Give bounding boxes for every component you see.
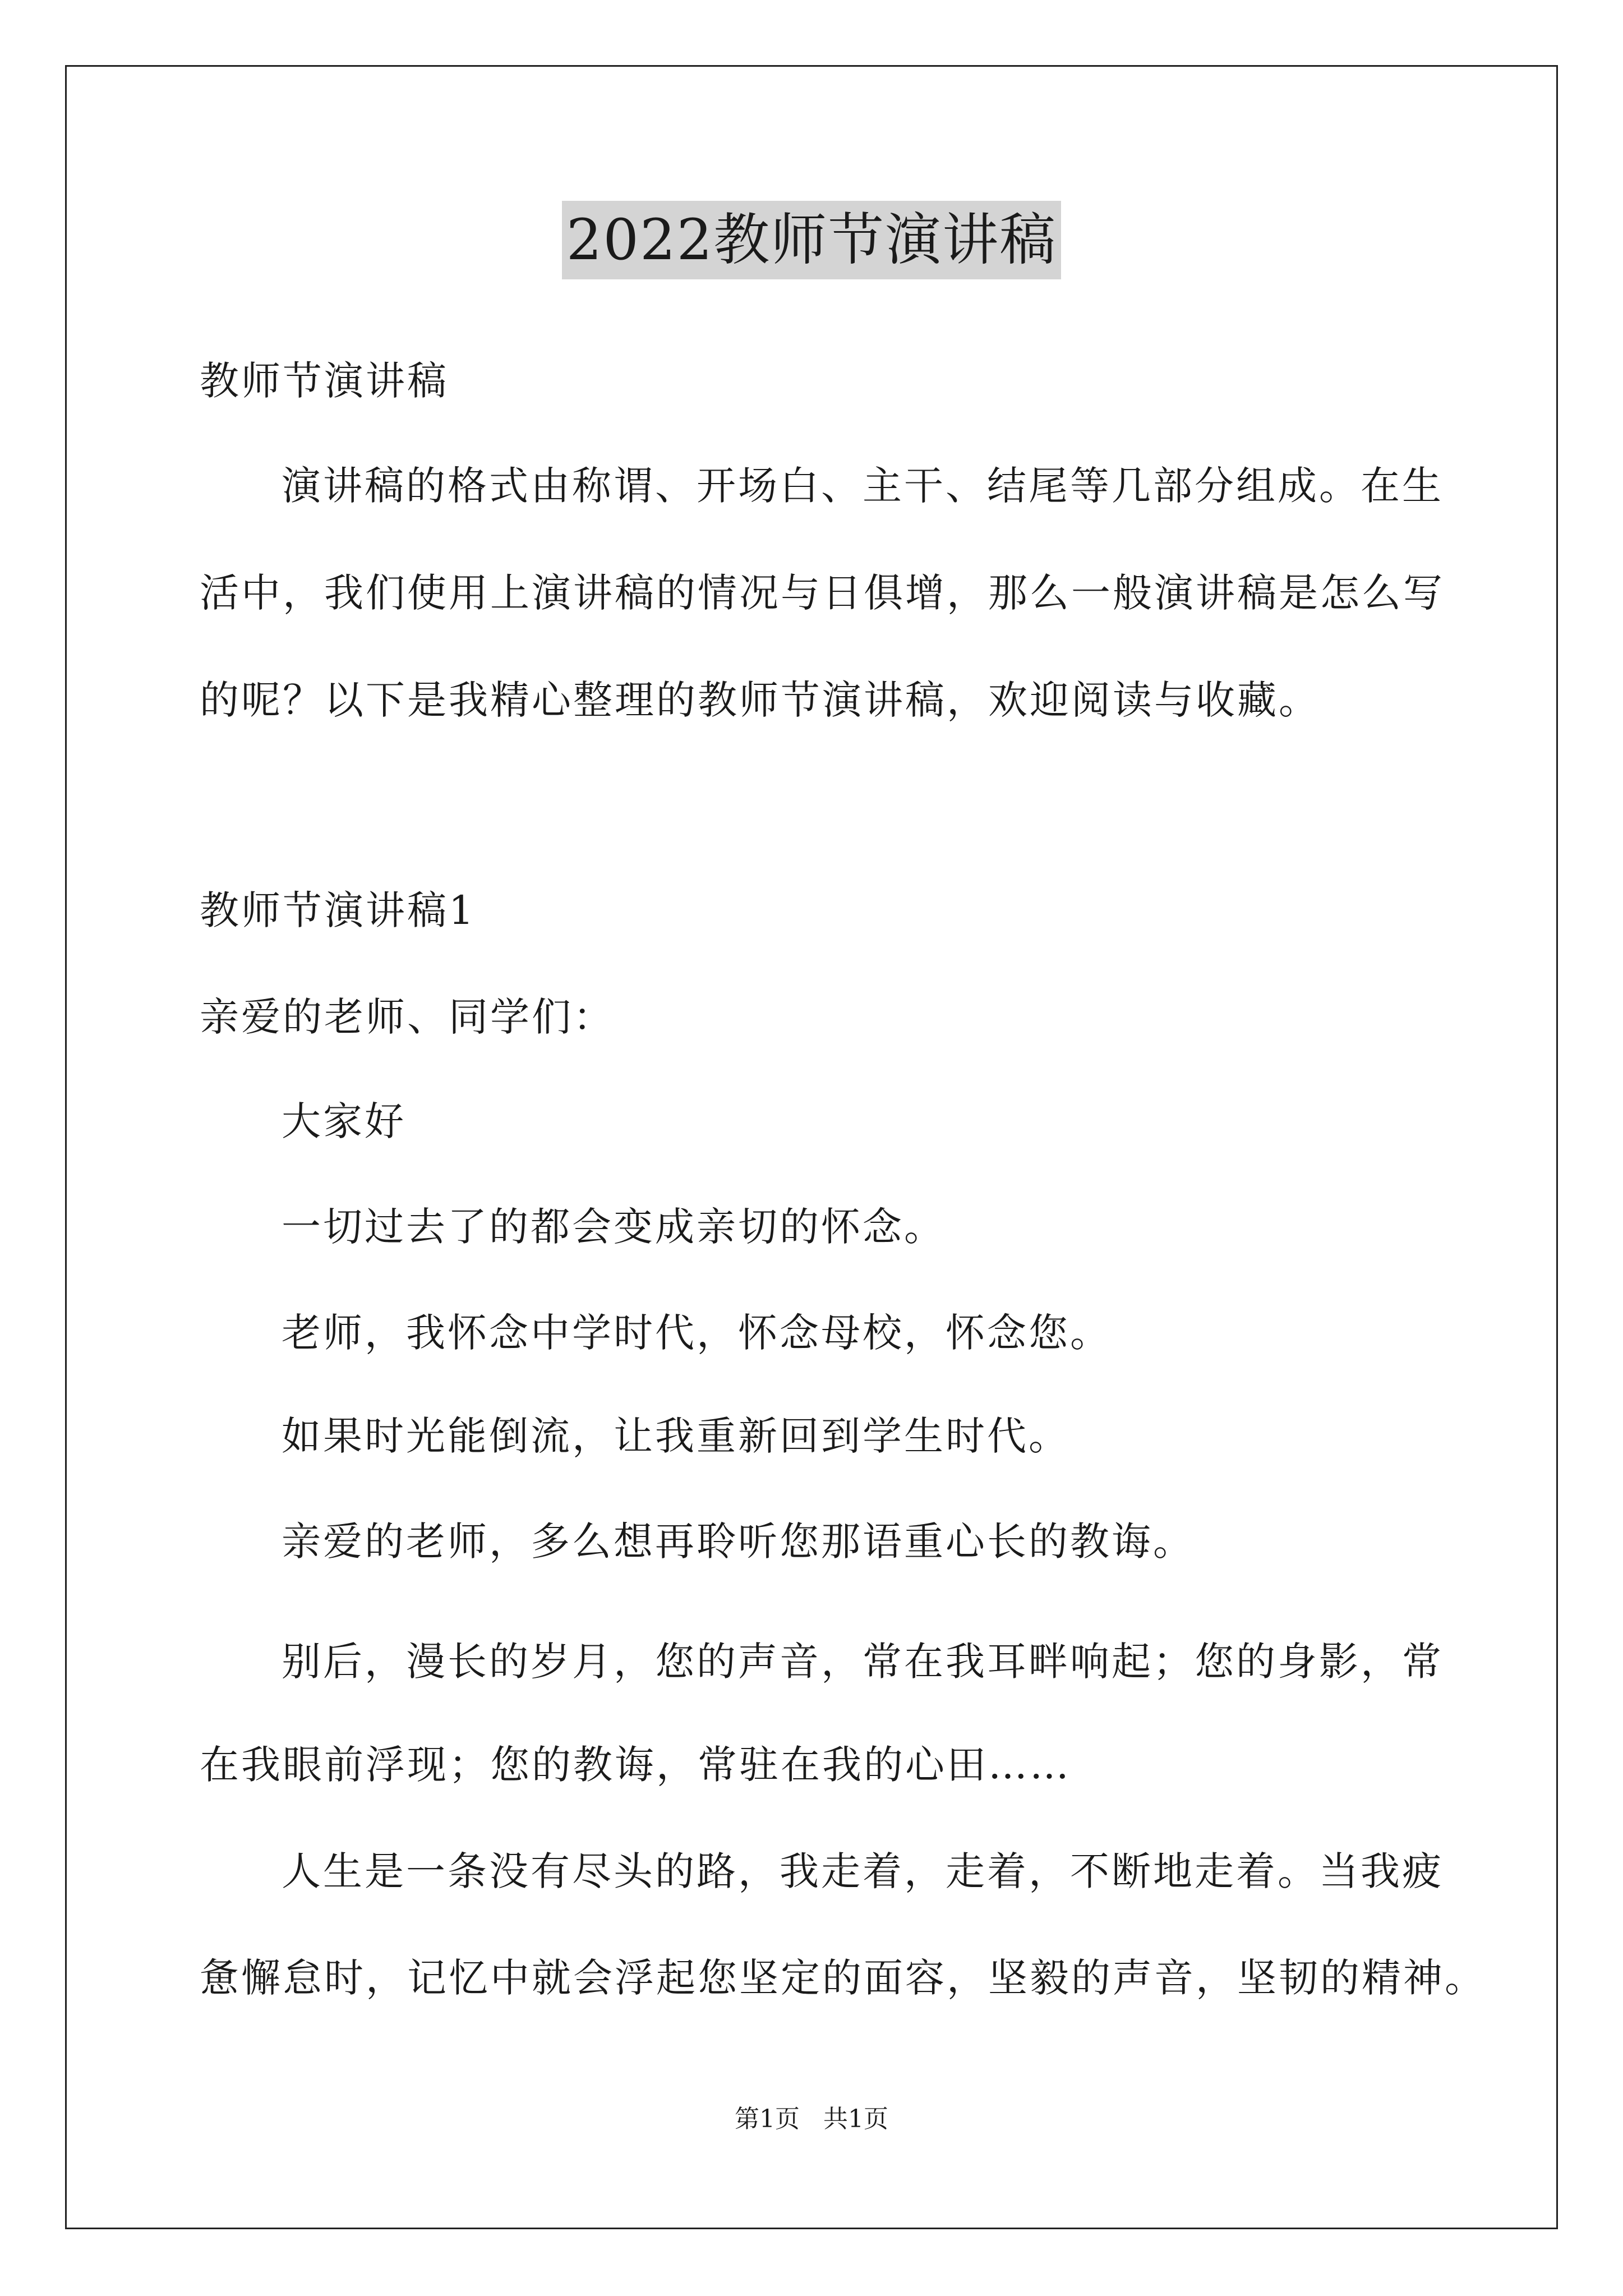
body-line-6: 在我眼前浮现；您的教诲，常驻在我的心田…… — [200, 1742, 1071, 1788]
page-number-footer: 第1页 共1页 — [735, 2105, 888, 2133]
intro-line-3: 的呢？以下是我精心整理的教师节演讲稿，欢迎阅读与收藏。 — [200, 677, 1320, 723]
body-line-8: 惫懈怠时，记忆中就会浮起您坚定的面容，坚毅的声音，坚韧的精神。 — [200, 1955, 1486, 2001]
title-container — [0, 201, 1623, 279]
body-line-7: 人生是一条没有尽头的路，我走着，走着，不断地走着。当我疲 — [282, 1848, 1444, 1894]
section-heading: 教师节演讲稿1 — [200, 887, 476, 933]
document-title: 2022教师节演讲稿 — [562, 201, 1062, 279]
body-line-3: 如果时光能倒流，让我重新回到学生时代。 — [282, 1413, 1070, 1459]
body-line-4: 亲爱的老师，多么想再聆听您那语重心长的教诲。 — [282, 1519, 1195, 1565]
subtitle: 教师节演讲稿 — [200, 358, 449, 404]
body-line-1: 一切过去了的都会变成亲切的怀念。 — [282, 1204, 946, 1250]
intro-line-2: 活中，我们使用上演讲稿的情况与日俱增，那么一般演讲稿是怎么写 — [200, 570, 1445, 616]
body-line-2: 老师，我怀念中学时代，怀念母校，怀念您。 — [282, 1310, 1112, 1356]
salutation: 亲爱的老师、同学们： — [200, 994, 615, 1040]
intro-line-1: 演讲稿的格式由称谓、开场白、主干、结尾等几部分组成。在生 — [282, 463, 1444, 509]
body-line-5: 别后，漫长的岁月，您的声音，常在我耳畔响起；您的身影，常 — [282, 1639, 1444, 1685]
greeting: 大家好 — [282, 1098, 406, 1144]
